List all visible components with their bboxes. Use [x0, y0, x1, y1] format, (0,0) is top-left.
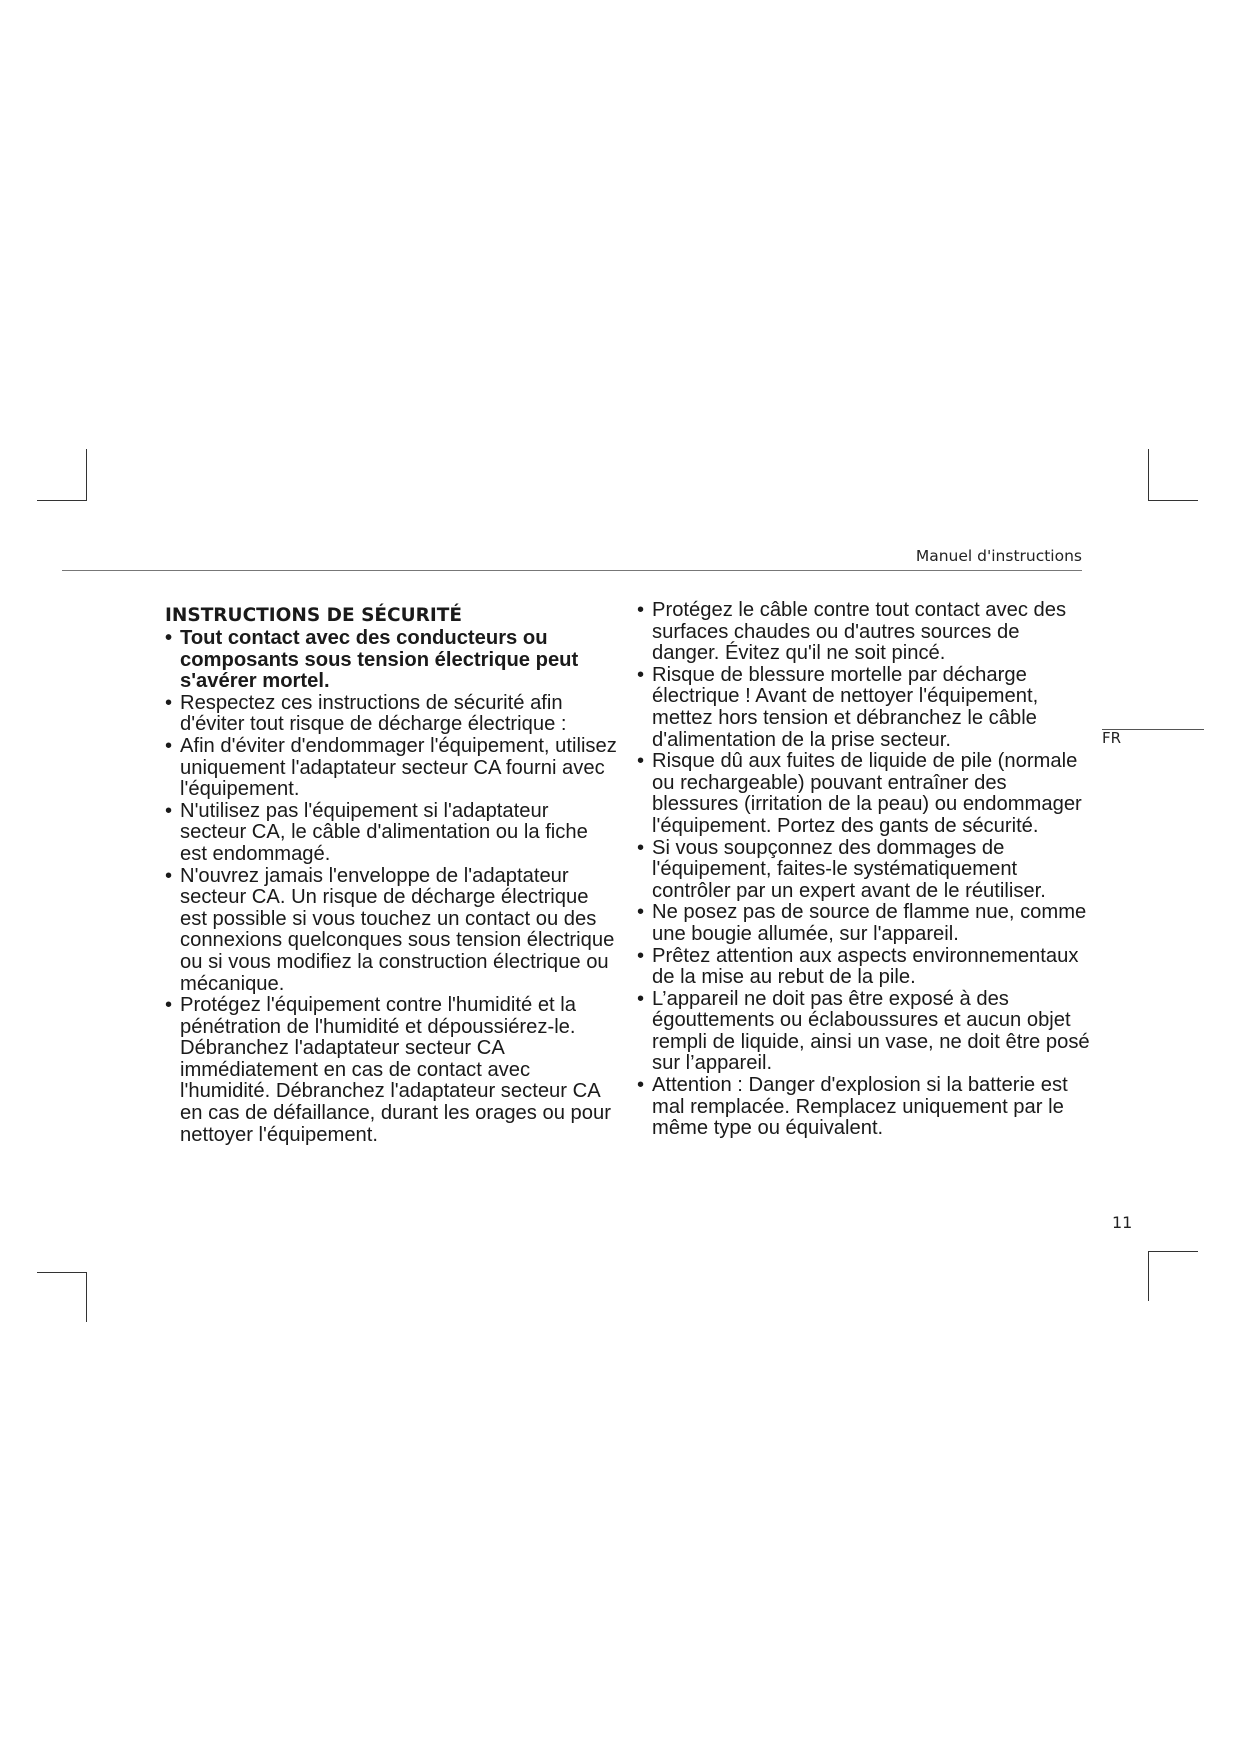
- right-column: [637, 600, 1090, 1140]
- list-item: • Protégez l'équipement contre l'humidité et la pénétration de l'humidité et dépoussiérez-le. Débranchez l'adaptateur secteur CA immédiatement en cas de contact avec l'humidité. Débranchez l'adaptateur secteur CA en cas de défaillance, durant les orages ou pour nettoyer l'équipement.: [165, 995, 620, 1146]
- list-item: • Ne posez pas de source de flamme nue, comme une bougie allumée, sur l'appareil.: [637, 902, 1090, 945]
- list-item: • Prêtez attention aux aspects environnementaux de la mise au rebut de la pile.: [637, 946, 1090, 989]
- crop-mark: [37, 500, 87, 501]
- safety-list-right: [637, 600, 1090, 1140]
- list-item: • L’appareil ne doit pas être exposé à des égouttements ou éclaboussures et aucun objet rempli de liquide, ainsi un vase, ne doit être posé sur l’appareil.: [637, 989, 1090, 1075]
- crop-mark: [1148, 1251, 1198, 1252]
- crop-mark: [1148, 500, 1198, 501]
- crop-mark: [1148, 449, 1149, 501]
- list-item: • Protégez le câble contre tout contact avec des surfaces chaudes ou d'autres sources de danger. Évitez qu'il ne soit pincé.: [637, 600, 1090, 665]
- language-tag: FR: [1102, 729, 1122, 747]
- crop-mark: [37, 1272, 87, 1273]
- list-item: • Respectez ces instructions de sécurité afin d'éviter tout risque de décharge électrique :: [165, 693, 620, 736]
- crop-mark: [1148, 1251, 1149, 1301]
- list-item: • N'ouvrez jamais l'enveloppe de l'adaptateur secteur CA. Un risque de décharge électrique est possible si vous touchez un contact ou des connexions quelconques sous tension électrique ou si vous modifiez la construction électrique ou mécanique.: [165, 866, 620, 996]
- page-number: 11: [1112, 1213, 1133, 1232]
- crop-mark: [86, 449, 87, 501]
- header-divider: [62, 570, 1082, 571]
- list-item: • Si vous soupçonnez des dommages de l'équipement, faites-le systématiquement contrôler par un expert avant de le réutiliser.: [637, 838, 1090, 903]
- list-item: • Attention : Danger d'explosion si la batterie est mal remplacée. Remplacez uniquement par le même type ou équivalent.: [637, 1075, 1090, 1140]
- safety-list-left: [165, 628, 620, 1146]
- left-column: [165, 605, 620, 1146]
- list-item: • Afin d'éviter d'endommager l'équipement, utilisez uniquement l'adaptateur secteur CA fourni avec l'équipement.: [165, 736, 620, 801]
- list-item: • Risque de blessure mortelle par décharge électrique ! Avant de nettoyer l'équipement, mettez hors tension et débranchez le câble d'alimentation de la prise secteur.: [637, 665, 1090, 751]
- list-item: • Tout contact avec des conducteurs ou composants sous tension électrique peut s'avérer mortel.: [165, 628, 620, 693]
- document-title: Manuel d'instructions: [915, 547, 1082, 565]
- list-item: • Risque dû aux fuites de liquide de pile (normale ou rechargeable) pouvant entraîner des blessures (irritation de la peau) ou endommager l'équipement. Portez des gants de sécurité.: [637, 751, 1090, 837]
- list-item: • N'utilisez pas l'équipement si l'adaptateur secteur CA, le câble d'alimentation ou la fiche est endommagé.: [165, 801, 620, 866]
- crop-mark: [86, 1272, 87, 1322]
- section-title: INSTRUCTIONS DE SÉCURITÉ: [165, 605, 463, 626]
